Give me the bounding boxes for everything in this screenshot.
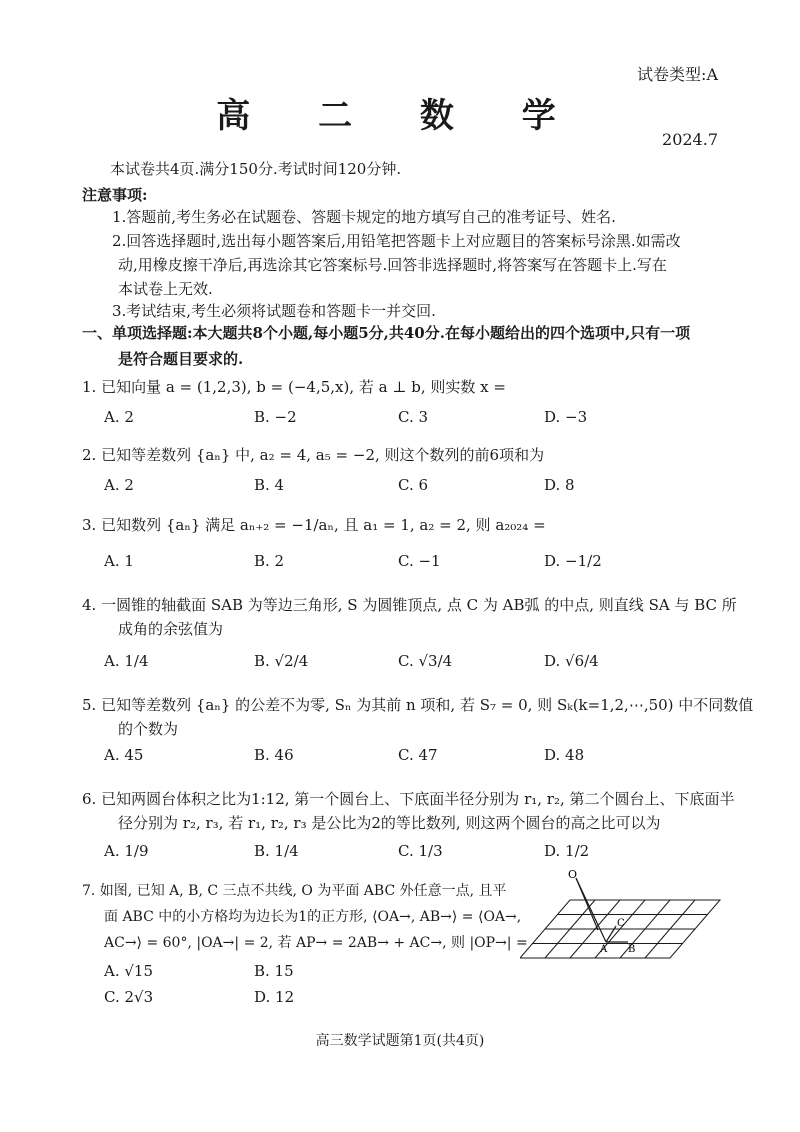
q1-option-a: A. 2 xyxy=(104,408,134,426)
q1-option-d: D. −3 xyxy=(544,408,588,426)
q4-option-a: A. 1/4 xyxy=(104,652,149,670)
q3-option-b: B. 2 xyxy=(254,552,285,570)
q2-option-a: A. 2 xyxy=(104,476,134,494)
q2-option-b: B. 4 xyxy=(254,476,285,494)
q2-option-c: C. 6 xyxy=(398,476,429,494)
question-7-stem: 7. 如图, 已知 A, B, C 三点不共线, O 为平面 ABC 外任意一点, 且平 xyxy=(82,883,507,899)
question-3-stem: 3. 已知数列 {aₙ} 满足 aₙ₊₂ = −1/aₙ, 且 a₁ = 1, a₂ = 2, 则 a₂₀₂₄ = xyxy=(82,516,546,534)
question-4-stem-cont: 成角的余弦值为 xyxy=(118,620,224,638)
label-b: B xyxy=(628,944,636,955)
question-5-stem-cont: 的个数为 xyxy=(118,720,179,738)
notice-item: 2.回答选择题时,选出每小题答案后,用铅笔把答题卡上对应题目的答案标号涂黑.如需改 xyxy=(112,232,681,250)
q5-option-a: A. 45 xyxy=(104,746,144,764)
question-5-stem: 5. 已知等差数列 {aₙ} 的公差不为零, Sₙ 为其前 n 项和, 若 S₇ = 0, 则 Sₖ(k=1,2,⋯,50) 中不同数值 xyxy=(82,696,754,714)
q7-option-d: D. 12 xyxy=(254,988,295,1006)
q6-option-b: B. 1/4 xyxy=(254,842,299,860)
intro-text: 本试卷共4页.满分150分.考试时间120分钟. xyxy=(110,160,402,178)
question-1-stem: 1. 已知向量 a = (1,2,3), b = (−4,5,x), 若 a ⊥ b, 则实数 x = xyxy=(82,378,506,396)
q7-option-c: C. 2√3 xyxy=(104,988,154,1006)
label-c: C xyxy=(617,918,625,929)
q4-option-d: D. √6/4 xyxy=(544,652,599,670)
notice-item: 本试卷上无效. xyxy=(118,280,213,298)
notice-item: 3.考试结束,考生必须将试题卷和答题卡一并交回. xyxy=(112,302,436,320)
q6-option-c: C. 1/3 xyxy=(398,842,443,860)
q5-option-b: B. 46 xyxy=(254,746,294,764)
page-title: 高 二 数 学 xyxy=(216,96,584,136)
grid-diagram xyxy=(520,868,730,968)
question-2-stem: 2. 已知等差数列 {aₙ} 中, a₂ = 4, a₅ = −2, 则这个数列的前6项和为 xyxy=(82,446,545,464)
section-heading-cont: 是符合题目要求的. xyxy=(118,350,244,368)
q1-option-b: B. −2 xyxy=(254,408,297,426)
notice-item: 动,用橡皮擦干净后,再选涂其它答案标号.回答非选择题时,将答案写在答题卡上.写在 xyxy=(118,256,667,274)
label-a: A xyxy=(600,944,608,955)
q7-option-a: A. √15 xyxy=(104,962,154,980)
q5-option-c: C. 47 xyxy=(398,746,438,764)
grid-plane xyxy=(520,900,720,958)
q4-option-c: C. √3/4 xyxy=(398,652,453,670)
q3-option-c: C. −1 xyxy=(398,552,441,570)
notice-heading: 注意事项: xyxy=(82,186,148,204)
page-footer: 高三数学试题第1页(共4页) xyxy=(315,1033,485,1049)
question-7-stem-cont: AC→⟩ = 60°, |OA→| = 2, 若 AP→ = 2AB→ + AC→, 则 |OP→| = xyxy=(104,935,528,951)
label-o: O xyxy=(568,868,578,881)
q7-option-b: B. 15 xyxy=(254,962,294,980)
section-heading: 一、单项选择题:本大题共8个小题,每小题5分,共40分.在每小题给出的四个选项中,只有一项 xyxy=(82,324,691,342)
question-4-stem: 4. 一圆锥的轴截面 SAB 为等边三角形, S 为圆锥顶点, 点 C 为 AB弧 的中点, 则直线 SA 与 BC 所 xyxy=(82,596,737,614)
question-6-stem-cont: 径分别为 r₂, r₃, 若 r₁, r₂, r₃ 是公比为2的等比数列, 则这两个圆台的高之比可以为 xyxy=(118,814,661,832)
q6-option-d: D. 1/2 xyxy=(544,842,590,860)
q5-option-d: D. 48 xyxy=(544,746,585,764)
question-7-stem-cont: 面 ABC 中的小方格均为边长为1的正方形, ⟨OA→, AB→⟩ = ⟨OA→, xyxy=(104,909,522,925)
q4-option-b: B. √2/4 xyxy=(254,652,309,670)
q1-option-c: C. 3 xyxy=(398,408,429,426)
q3-option-d: D. −1/2 xyxy=(544,552,602,570)
vectors xyxy=(576,878,628,942)
question-6-stem: 6. 已知两圆台体积之比为1:12, 第一个圆台上、下底面半径分别为 r₁, r₂, 第二个圆台上、下底面半 xyxy=(82,790,735,808)
q2-option-d: D. 8 xyxy=(544,476,575,494)
q3-option-a: A. 1 xyxy=(104,552,134,570)
paper-type: 试卷类型:A xyxy=(637,65,718,84)
exam-date: 2024.7 xyxy=(662,130,718,149)
q6-option-a: A. 1/9 xyxy=(104,842,149,860)
notice-item: 1.答题前,考生务必在试题卷、答题卡规定的地方填写自己的准考证号、姓名. xyxy=(112,208,616,226)
